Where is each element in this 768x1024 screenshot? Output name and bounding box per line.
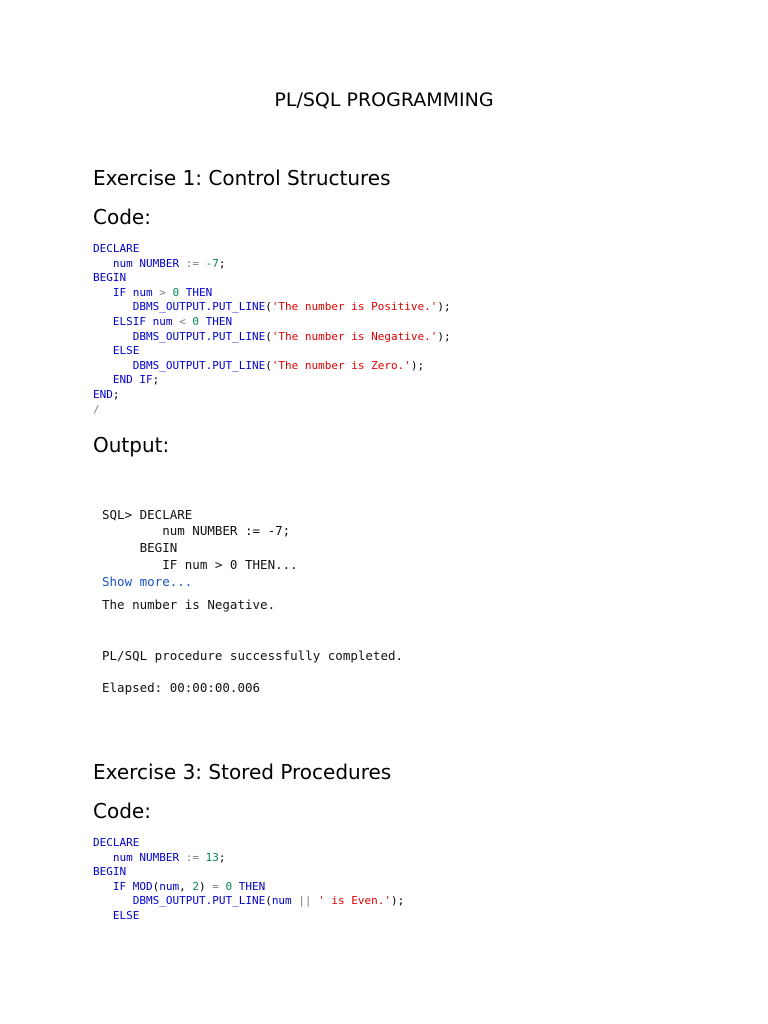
code-token: ; — [218, 850, 226, 864]
code-token: ( — [265, 329, 272, 343]
code-token: ( — [265, 894, 272, 908]
code-line — [93, 315, 451, 330]
code-token: -7 — [198, 256, 219, 270]
code-token: := — [185, 256, 199, 270]
exercise1-completed-line: PL/SQL procedure successfully completed. — [102, 648, 404, 663]
code-token: ELSE — [93, 908, 140, 922]
code-token: < — [179, 314, 186, 328]
code-token: ); — [391, 894, 405, 908]
exercise1-code-block — [93, 242, 451, 417]
code-token: || — [298, 894, 312, 908]
code-line — [93, 403, 451, 418]
exercise1-heading: Exercise 1: Control Structures — [93, 166, 391, 190]
exercise1-output-console — [102, 473, 298, 607]
code-token: THEN — [198, 314, 233, 328]
code-line — [93, 909, 404, 924]
exercise1-elapsed-line: Elapsed: 00:00:00.006 — [102, 680, 261, 695]
output-line: num NUMBER := -7; — [102, 523, 291, 539]
output-line: BEGIN — [102, 540, 178, 556]
code-token: DECLARE — [93, 836, 140, 849]
code-token: BEGIN — [93, 271, 127, 285]
code-token: 'The number is Negative.' — [271, 329, 438, 343]
exercise3-code-block — [93, 836, 404, 924]
code-token: IF MOD — [93, 879, 153, 893]
code-line — [93, 286, 451, 301]
code-token: 'The number is Positive.' — [271, 300, 438, 314]
code-token: DBMS_OUTPUT.PUT_LINE — [93, 358, 266, 372]
code-token: ' is Even.' — [311, 894, 392, 908]
code-line — [93, 851, 404, 866]
exercise1-result-line: The number is Negative. — [102, 597, 276, 612]
code-token: 'The number is Zero.' — [271, 358, 411, 372]
code-token: DBMS_OUTPUT.PUT_LINE — [93, 300, 266, 314]
code-token: DECLARE — [93, 242, 140, 255]
code-line — [93, 242, 451, 257]
code-line — [93, 300, 451, 315]
code-token: ); — [410, 358, 425, 372]
code-token: DBMS_OUTPUT.PUT_LINE — [93, 894, 266, 908]
code-line — [93, 373, 451, 388]
output-line: IF num > 0 THEN... — [102, 556, 298, 572]
code-token: ELSIF num — [93, 314, 180, 328]
code-token: := — [185, 850, 199, 864]
code-line — [93, 344, 451, 359]
code-token: 2 — [192, 879, 199, 893]
code-token: THEN — [179, 285, 213, 299]
code-line — [93, 271, 451, 286]
exercise3-heading: Exercise 3: Stored Procedures — [93, 760, 392, 784]
exercise1-output-heading: Output: — [93, 433, 170, 457]
code-token: ; — [218, 256, 226, 270]
code-token: num — [159, 879, 180, 893]
code-token: ); — [437, 300, 451, 314]
code-line — [93, 330, 451, 345]
code-token: THEN — [232, 879, 266, 893]
code-token: num NUMBER — [93, 850, 186, 864]
document-title: PL/SQL PROGRAMMING — [274, 89, 494, 111]
code-token: ( — [152, 879, 160, 893]
code-line — [93, 836, 404, 851]
output-line: SQL> DECLARE — [102, 506, 193, 522]
code-line — [93, 388, 451, 403]
code-token: END — [93, 387, 113, 401]
exercise1-code-heading: Code: — [93, 205, 151, 229]
code-token: ( — [265, 300, 272, 314]
code-token: 0 — [165, 285, 180, 299]
code-token: = — [205, 879, 219, 893]
code-token: 13 — [198, 850, 219, 864]
code-line — [93, 880, 404, 895]
code-token: ; — [112, 387, 120, 401]
code-token: BEGIN — [93, 865, 127, 879]
code-token: / — [93, 402, 100, 416]
code-token: ) — [198, 879, 206, 893]
code-line — [93, 865, 404, 880]
code-token: IF num — [93, 285, 160, 299]
code-token: ELSE — [93, 344, 140, 358]
code-token: num NUMBER — [93, 256, 186, 270]
exercise3-code-heading: Code: — [93, 799, 151, 823]
code-token: num — [271, 894, 299, 908]
code-token: > — [159, 285, 166, 299]
show-more-link[interactable]: Show more... — [102, 573, 193, 589]
code-token: 0 — [218, 879, 233, 893]
code-token: ( — [265, 358, 272, 372]
code-line — [93, 894, 404, 909]
code-token: ; — [152, 373, 160, 387]
code-token: ); — [437, 329, 451, 343]
code-line — [93, 359, 451, 374]
code-line — [93, 257, 451, 272]
code-token: , — [179, 879, 193, 893]
code-token: 0 — [185, 314, 199, 328]
code-token: DBMS_OUTPUT.PUT_LINE — [93, 329, 266, 343]
code-token: END IF — [93, 373, 153, 387]
